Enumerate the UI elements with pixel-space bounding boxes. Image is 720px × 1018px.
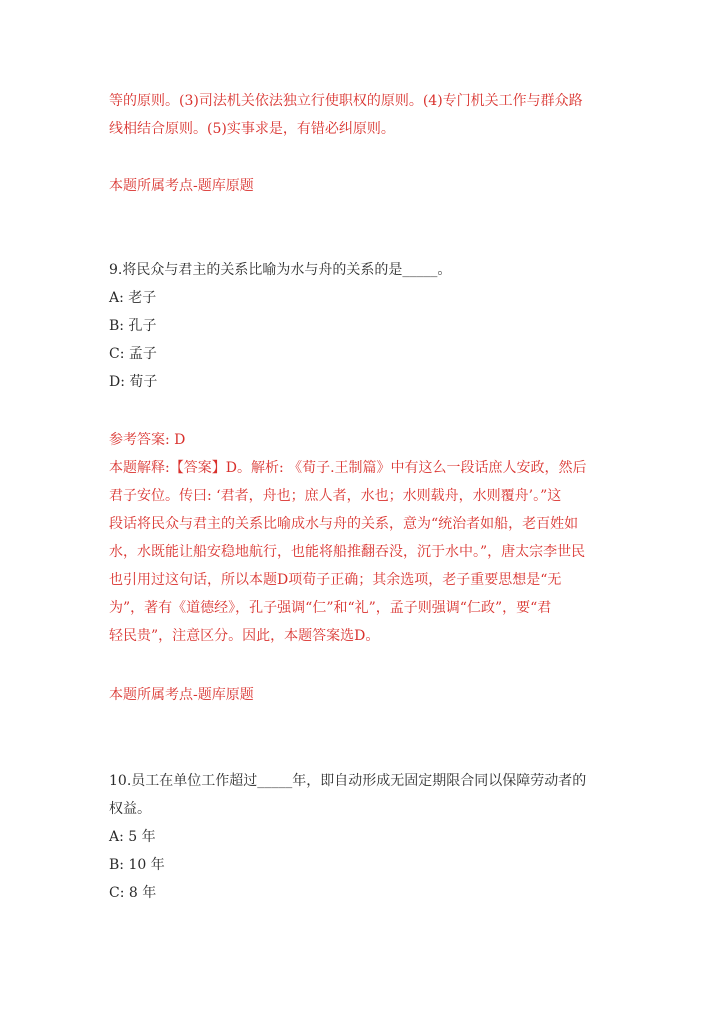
question-10 [109, 767, 619, 907]
question-10-option-a: A: 5 年 [109, 829, 156, 845]
question-10-stem-line: 10.员工在单位工作超过_____年，即自动形成无固定期限合同以保障劳动者的 [109, 773, 587, 789]
question-9 [109, 256, 619, 396]
question-10-option-c: C: 8 年 [109, 885, 157, 901]
question-9-option-d: D: 荀子 [109, 374, 158, 390]
question-10-stem-line: 权益。 [109, 801, 151, 817]
prev-explanation [109, 87, 619, 143]
question-9-explanation-line: 本题解释:【答案】D。解析: 《荀子.王制篇》中有这么一段话庶人安政，然后 [109, 460, 587, 476]
question-9-option-b: B: 孔子 [109, 318, 157, 334]
question-9-source: 本题所属考点-题库原题 [109, 687, 254, 703]
question-9-option-a: A: 老子 [109, 290, 157, 306]
question-9-answer: 参考答案: D [109, 432, 186, 448]
question-9-answer-section [109, 426, 619, 650]
prev-explanation-line: 线相结合原则。(5)实事求是，有错必纠原则。 [109, 121, 395, 137]
question-9-explanation-line: 轻民贵”，注意区分。因此，本题答案选D。 [109, 628, 380, 644]
question-9-explanation-line: 也引用过这句话，所以本题D项荀子正确；其余选项，老子重要思想是“无 [109, 572, 562, 588]
question-9-option-c: C: 孟子 [109, 346, 157, 362]
question-9-explanation-line: 水，水既能让船安稳地航行，也能将船推翻吞没，沉于水中。”，唐太宗李世民 [109, 544, 586, 560]
question-9-explanation-line: 君子安位。传曰: ‘君者，舟也；庶人者，水也；水则载舟，水则覆舟’。”这 [109, 488, 562, 504]
question-9-stem: 9.将民众与君主的关系比喻为水与舟的关系的是_____。 [109, 262, 452, 278]
question-9-explanation-line: 为”，著有《道德经》，孔子强调“仁”和“礼”，孟子则强调“仁政”，要“君 [109, 600, 552, 616]
prev-source: 本题所属考点-题库原题 [109, 178, 254, 194]
prev-explanation-line: 等的原则。(3)司法机关依法独立行使职权的原则。(4)专门机关工作与群众路 [109, 93, 583, 109]
question-10-option-b: B: 10 年 [109, 857, 165, 873]
question-9-explanation-line: 段话将民众与君主的关系比喻成水与舟的关系，意为“统治者如船，老百姓如 [109, 516, 579, 532]
